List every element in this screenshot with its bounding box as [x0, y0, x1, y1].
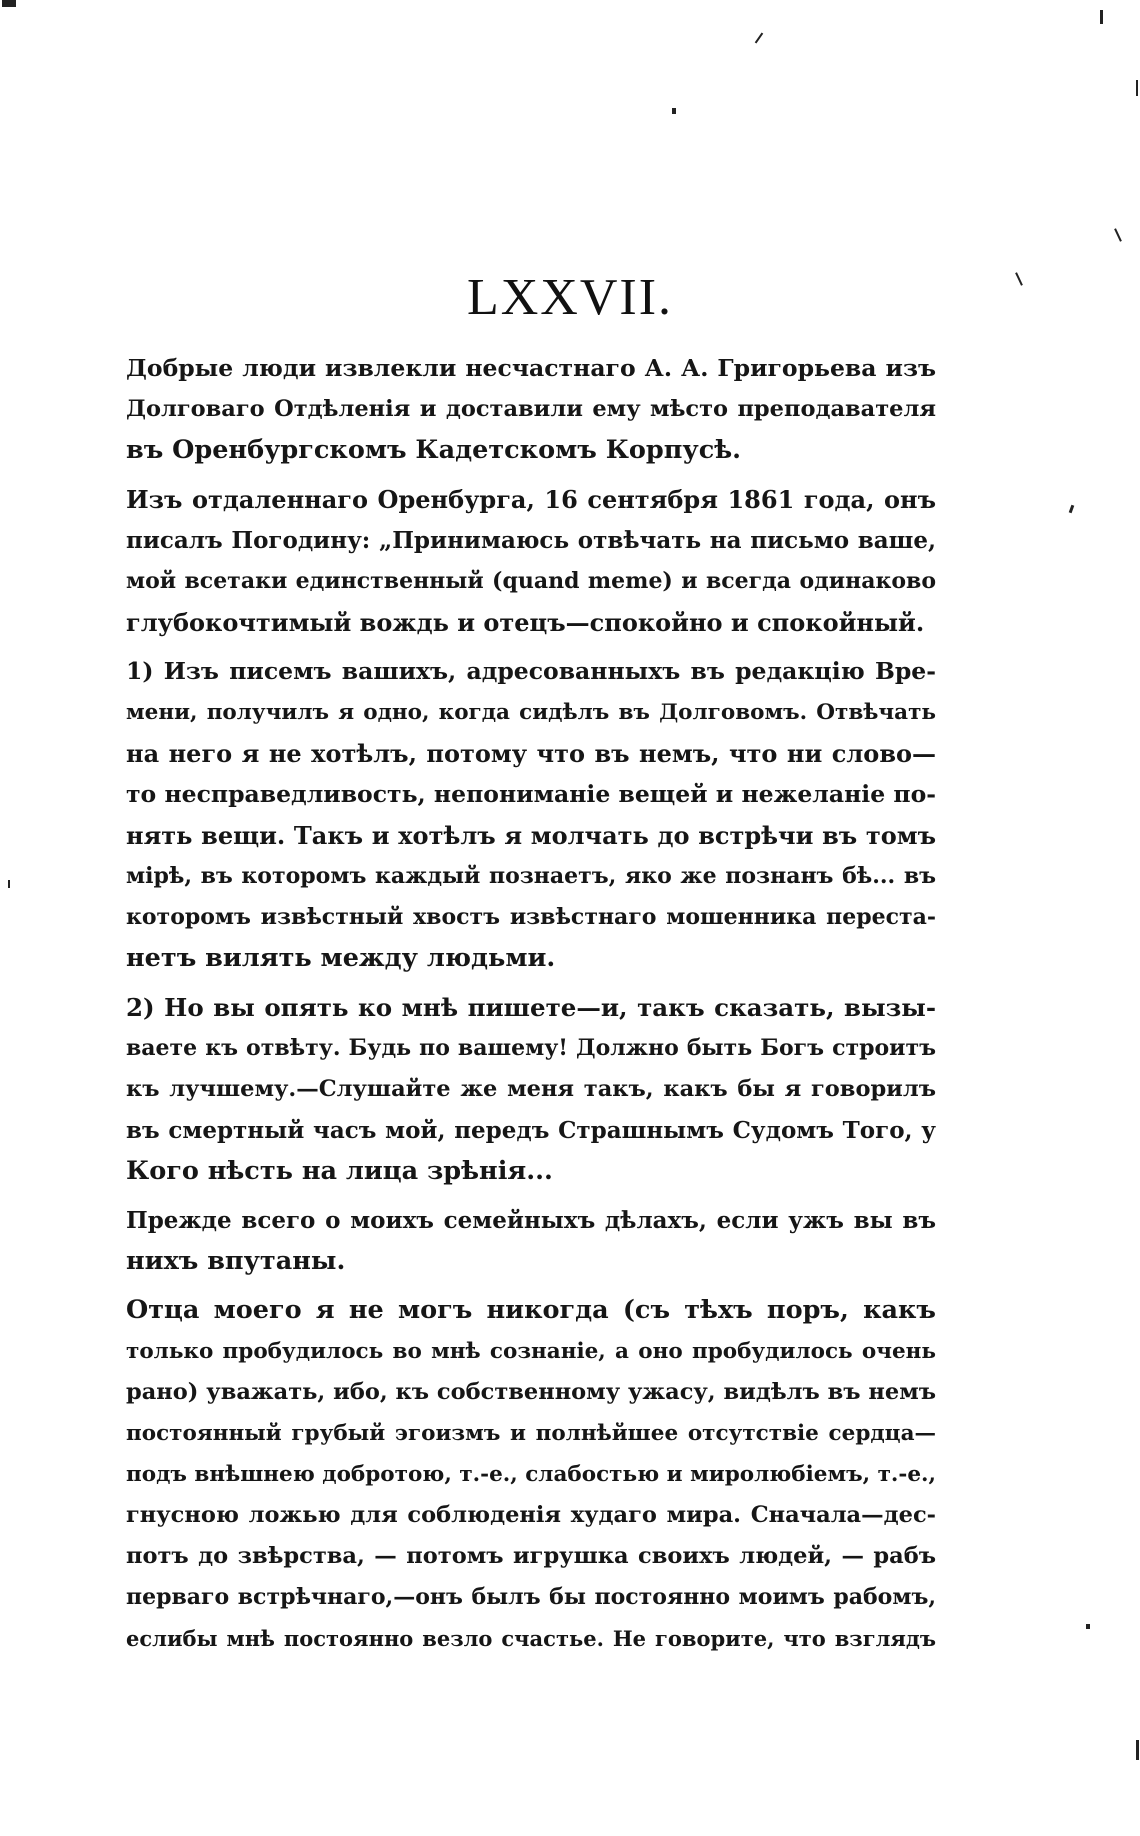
text-line: Изъ отдаленнаго Оренбурга, 16 сентября 1861 года, онъ — [126, 485, 936, 514]
scan-speck — [1100, 10, 1103, 24]
body-text — [126, 348, 936, 1667]
text-line: нихъ впутаны. — [126, 1246, 346, 1276]
text-line: ваете къ отвѣту. Будь по вашему! Должно быть Богъ строитъ — [126, 1035, 936, 1061]
text-line: нетъ вилять между людьми. — [126, 943, 556, 973]
paragraph — [126, 348, 936, 471]
text-line: мірѣ, въ которомъ каждый познаетъ, яко же познанъ бѣ... въ — [126, 863, 936, 889]
text-line: то несправедливость, непониманіе вещей и нежеланіе по- — [126, 780, 936, 808]
text-line: подъ внѣшнею добротою, т.-е., слабостью и миролюбіемъ, т.-е., — [126, 1462, 936, 1487]
text-line: глубокочтимый вождь и отецъ—спокойно и спокойный. — [126, 608, 925, 637]
text-line: 2) Но вы опять ко мнѣ пишете—и, такъ сказать, вызы- — [126, 993, 936, 1022]
scan-speck — [755, 33, 764, 44]
text-line: которомъ извѣстный хвостъ извѣстнаго мошенника переста- — [126, 904, 936, 930]
text-line: писалъ Погодину: „Принимаюсь отвѣчать на письмо ваше, — [126, 527, 936, 554]
paragraph — [126, 479, 936, 643]
text-line: мой всетаки единственный (quand meme) и всегда одинаково — [126, 568, 936, 594]
paragraph — [126, 651, 936, 979]
text-line: мени, получилъ я одно, когда сидѣлъ въ Долговомъ. Отвѣчать — [126, 700, 936, 725]
text-line: Кого нѣсть на лица зрѣнія... — [126, 1156, 553, 1186]
text-line: Долговаго Отдѣленія и доставили ему мѣсто преподавателя — [126, 396, 936, 422]
text-line: потъ до звѣрства, — потомъ игрушка своихъ людей, — рабъ — [126, 1543, 936, 1569]
paragraph — [126, 987, 936, 1192]
chapter-heading: LXXVII. — [466, 269, 674, 326]
scan-speck — [8, 880, 10, 888]
scan-speck — [1086, 1624, 1090, 1629]
scan-speck — [1136, 80, 1138, 96]
text-line: только пробудилось во мнѣ сознаніе, а оно пробудилось очень — [126, 1339, 936, 1364]
text-line: рано) уважать, ибо, къ собственному ужасу, видѣлъ въ немъ — [126, 1379, 936, 1405]
paragraph — [126, 1290, 936, 1659]
scan-speck — [2, 0, 16, 7]
text-line: въ смертный часъ мой, передъ Страшнымъ Судомъ Того, у — [126, 1117, 936, 1144]
scan-speck — [1136, 1740, 1139, 1760]
text-line: постоянный грубый эгоизмъ и полнѣйшее отсутствіе сердца— — [126, 1421, 936, 1446]
text-line: нять вещи. Такъ и хотѣлъ я молчать до встрѣчи въ томъ — [126, 821, 936, 850]
text-line: на него я не хотѣлъ, потому что въ немъ, что ни слово— — [126, 739, 936, 768]
text-line: перваго встрѣчнаго,—онъ былъ бы постоянно моимъ рабомъ, — [126, 1584, 936, 1610]
text-line: 1) Изъ писемъ вашихъ, адресованныхъ въ редакцію Вре- — [126, 657, 936, 685]
text-line: Отца моего я не могъ никогда (съ тѣхъ поръ, какъ — [126, 1295, 936, 1325]
scan-speck — [672, 108, 676, 114]
text-line: къ лучшему.—Слушайте же меня такъ, какъ бы я говорилъ — [126, 1076, 936, 1102]
scan-speck — [1114, 228, 1122, 242]
paragraph — [126, 1200, 936, 1282]
text-line: Добрые люди извлекли несчастнаго А. А. Григорьева изъ — [126, 354, 936, 382]
text-line: гнусною ложью для соблюденія худаго мира. Сначала—дес- — [126, 1502, 936, 1528]
scan-speck — [1069, 505, 1075, 514]
text-line: Прежде всего о моихъ семейныхъ дѣлахъ, если ужъ вы въ — [126, 1207, 936, 1234]
text-line: еслибы мнѣ постоянно везло счастье. Не говорите, что взглядъ — [126, 1626, 936, 1651]
text-line: въ Оренбургскомъ Кадетскомъ Корпусѣ. — [126, 435, 742, 465]
